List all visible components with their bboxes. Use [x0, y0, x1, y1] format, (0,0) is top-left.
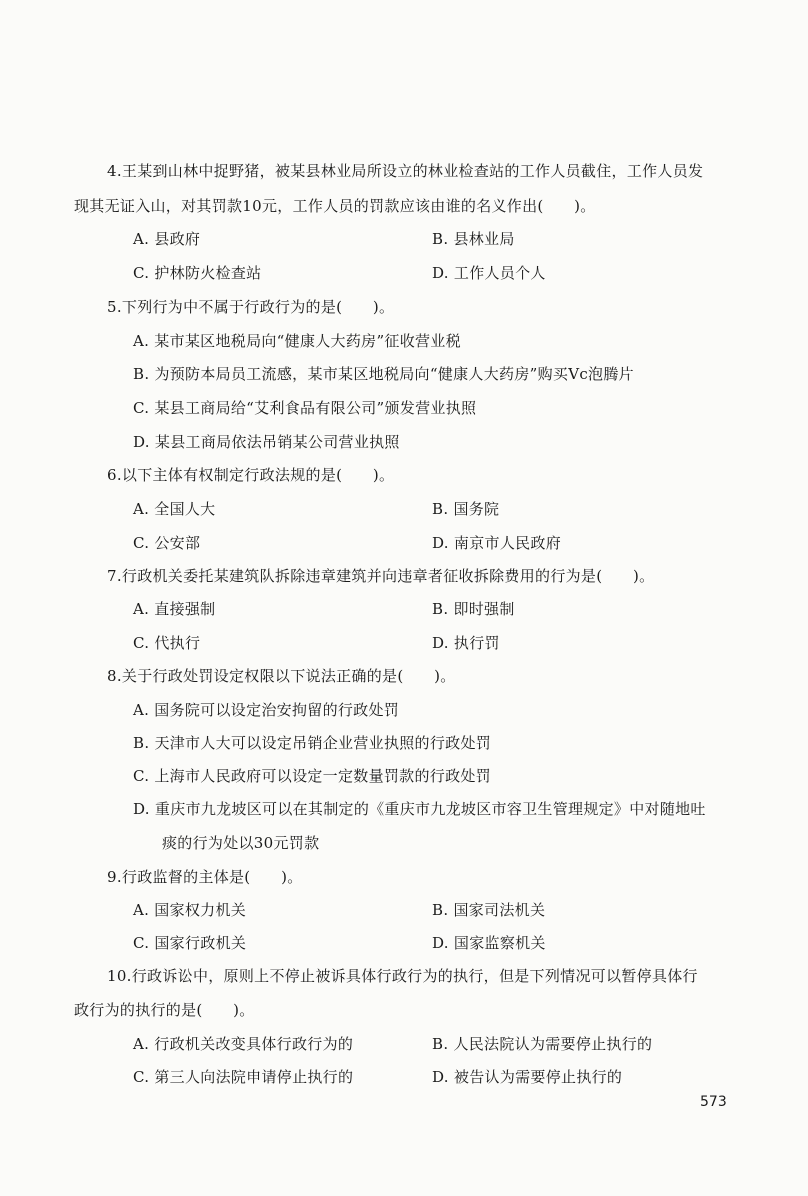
q5-option-c: C. 某县工商局给“艾利食品有限公司”颁发营业执照	[133, 399, 477, 417]
q10-stem-line2: 政行为的执行的是( )。	[74, 1001, 255, 1019]
q4-option-a: A. 县政府	[133, 230, 201, 248]
q8-option-c: C. 上海市人民政府可以设定一定数量罚款的行政处罚	[133, 767, 491, 785]
q10-option-c: C. 第三人向法院申请停止执行的	[133, 1068, 354, 1086]
q6-option-a: A. 全国人大	[133, 500, 216, 518]
q4-stem-line1: 4.王某到山林中捉野猪，被某县林业局所设立的林业检查站的工作人员截住，工作人员发	[107, 162, 704, 180]
q10-stem-line1: 10.行政诉讼中，原则上不停止被诉具体行政行为的执行，但是下列情况可以暂停具体行	[107, 967, 698, 985]
q5-option-a: A. 某市某区地税局向“健康人大药房”征收营业税	[133, 332, 461, 350]
q6-stem: 6.以下主体有权制定行政法规的是( )。	[107, 466, 395, 484]
q7-stem: 7.行政机关委托某建筑队拆除违章建筑并向违章者征收拆除费用的行为是( )。	[107, 567, 655, 585]
q4-stem-line2: 现其无证入山，对其罚款10元，工作人员的罚款应该由谁的名义作出( )。	[74, 197, 596, 215]
q6-option-c: C. 公安部	[133, 534, 201, 552]
q7-option-c: C. 代执行	[133, 634, 201, 652]
q10-option-b: B. 人民法院认为需要停止执行的	[432, 1035, 653, 1053]
q5-option-d: D. 某县工商局依法吊销某公司营业执照	[133, 433, 400, 451]
q4-option-c: C. 护林防火检查站	[133, 264, 262, 282]
q5-option-b: B. 为预防本局员工流感，某市某区地税局向“健康人大药房”购买Vc泡腾片	[133, 365, 634, 383]
q9-option-d: D. 国家监察机关	[432, 934, 546, 952]
q8-stem: 8.关于行政处罚设定权限以下说法正确的是( )。	[107, 667, 456, 685]
q6-option-b: B. 国务院	[432, 500, 500, 518]
q8-option-d-line2: 痰的行为处以30元罚款	[162, 834, 320, 852]
q6-option-d: D. 南京市人民政府	[432, 534, 562, 552]
q8-option-b: B. 天津市人大可以设定吊销企业营业执照的行政处罚	[133, 734, 492, 752]
q7-option-d: D. 执行罚	[432, 634, 500, 652]
q4-option-d: D. 工作人员个人	[432, 264, 546, 282]
q9-option-b: B. 国家司法机关	[432, 901, 546, 919]
q9-option-a: A. 国家权力机关	[133, 901, 247, 919]
q9-option-c: C. 国家行政机关	[133, 934, 247, 952]
q10-option-a: A. 行政机关改变具体行政行为的	[133, 1035, 354, 1053]
q7-option-b: B. 即时强制	[432, 600, 515, 618]
q8-option-a: A. 国务院可以设定治安拘留的行政处罚	[133, 701, 400, 719]
q7-option-a: A. 直接强制	[133, 600, 216, 618]
page-number: 573	[700, 1094, 727, 1110]
q10-option-d: D. 被告认为需要停止执行的	[432, 1068, 623, 1086]
q9-stem: 9.行政监督的主体是( )。	[107, 868, 303, 886]
q5-stem: 5.下列行为中不属于行政行为的是( )。	[107, 298, 395, 316]
q8-option-d-line1: D. 重庆市九龙坡区可以在其制定的《重庆市九龙坡区市容卫生管理规定》中对随地吐	[133, 800, 706, 818]
q4-option-b: B. 县林业局	[432, 230, 515, 248]
